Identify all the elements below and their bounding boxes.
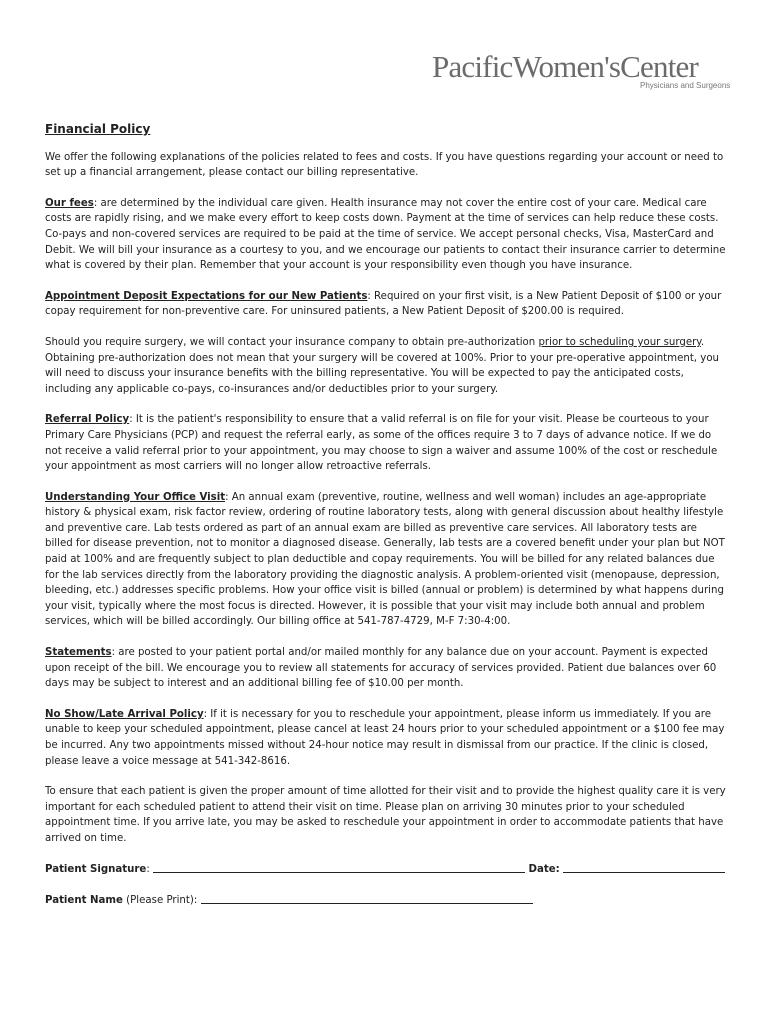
office-visit-text: : An annual exam (preventive, routine, wellness and well woman) includes an age-appropriate history & physical exam, risk factor review, ordering of routine laboratory tests, along with general discussion about healthy lifestyle and preventive care. Lab tests ordered as part of an annual exam are billed as preventive care services. All laboratory tests are billed for disease prevention, not to monitor a diagnosed disease. Generally, lab tests are a covered benefit under your plan but NOT paid at 100% and are frequently subject to plan deductible and copay requirements. You will be billed for any related balances due for the lab services directly from the laboratory providing the diagnostic analysis. A problem-oriented visit (menopause, depression, bleeding, etc.) addresses specific problems. How your office visit is billed (annual or problem) is determined by what happens during your visit, typically where the most focus is directed. However, it is possible that your visit may include both annual and problem services, which will be billed accordingly. Our billing office at 541-787-4729, M-F 7:30-4:00.: [45, 491, 725, 628]
closing-paragraph: To ensure that each patient is given the proper amount of time allotted for their visit and to provide the highest quality care it is very important for each scheduled patient to attend their visit on time. Please plan on arriving 30 minutes prior to your scheduled appointment time. If you arrive late, you may be asked to reschedule your appointment in order to accommodate patients that have arrived on time.: [45, 786, 726, 844]
no-show-section: [45, 707, 727, 769]
clinic-logo: [432, 49, 732, 90]
office-visit-section: [45, 490, 727, 630]
surgery-section: [45, 335, 727, 397]
signature-line[interactable]: [153, 862, 525, 873]
policy-document: [45, 122, 727, 909]
intro-paragraph: We offer the following explanations of the policies related to fees and costs. If you have questions regarding your account or need to set up a financial arrangement, please contact our billing representative.: [45, 151, 724, 179]
fees-section: [45, 196, 727, 274]
statements-text: : are posted to your patient portal and/or mailed monthly for any balance due on your account. Payment is expected upon receipt of the bill. We encourage you to review all statements for accuracy of services provided. Patient due balances over 60 days may be subject to interest and an additional billing fee of $10.00 per month.: [45, 647, 717, 690]
patient-name-hint: (Please Print):: [122, 895, 201, 907]
surgery-text-1: Should you require surgery, we will contact your insurance company to obtain pre-authorization: [45, 336, 539, 348]
logo-wordmark: PacificWomen'sCenter: [432, 49, 698, 84]
no-show-heading: No Show/Late Arrival Policy: [45, 708, 204, 720]
date-label: Date:: [525, 863, 564, 875]
referral-section: [45, 412, 727, 474]
signature-colon: :: [146, 863, 153, 875]
patient-name-row: [45, 893, 727, 909]
statements-section: [45, 645, 727, 692]
date-line[interactable]: [563, 862, 725, 873]
referral-heading: Referral Policy: [45, 414, 130, 426]
fees-text: : are determined by the individual care given. Health insurance may not cover the entire cost of your care. Medical care costs are rapidly rising, and we make every effort to keep costs down. Payment at the time of services can help reduce these costs. Co-pays and non-covered services are required to be paid at the time of service. We accept personal checks, Visa, MasterCard and Debit. We will bill your insurance as a courtesy to you, and we encourage our patients to contact their insurance carrier to determine what is covered by their plan. Remember that your account is your responsibility even though you have insurance.: [45, 197, 726, 272]
deposit-section: [45, 289, 727, 320]
statements-heading: Statements: [45, 647, 112, 659]
signature-row: [45, 862, 727, 878]
referral-text: : It is the patient's responsibility to ensure that a valid referral is on file for your visit. Please be courteous to your Primary Care Physicians (PCP) and request the referral early, as some of the offices require 3 to 7 days of advance notice. If we do not receive a valid referral prior to your appointment, you may choose to sign a waiver and assume 100% of the cost or reschedule your appointment as most carriers will no longer allow retroactive referrals.: [45, 414, 718, 473]
office-visit-heading: Understanding Your Office Visit: [45, 491, 226, 503]
page-title: Financial Policy: [45, 122, 151, 136]
fees-heading: Our fees: [45, 197, 94, 209]
no-show-text: : If it is necessary for you to reschedule your appointment, please inform us immediately. If you are unable to keep your scheduled appointment, please cancel at least 24 hours prior to your scheduled appointment or a $100 fee may be incurred. Any two appointments missed without 24-hour notice may result in dismissal from our practice. If the clinic is closed, please leave a voice message at 541-342-8616.: [45, 708, 725, 767]
patient-name-line[interactable]: [201, 893, 533, 904]
signature-label: Patient Signature: [45, 863, 147, 875]
logo-tagline: Physicians and Surgeons: [640, 81, 731, 90]
patient-name-label: Patient Name: [45, 895, 123, 907]
surgery-text-2: . Obtaining pre-authorization does not mean that your surgery will be covered at 100%. Prior to your pre-operative appointment, you will need to discuss your insurance benefits with the billing representative. You will be expected to pay the anticipated costs, including any applicable co-pays, co-insurances and/or deductibles prior to your surgery.: [45, 336, 720, 395]
deposit-heading: Appointment Deposit Expectations for our New Patients: [45, 290, 368, 302]
deposit-text: : Required on your first visit, is a New Patient Deposit of $100 or your copay requirement for non-preventive care. For uninsured patients, a New Patient Deposit of $200.00 is required.: [45, 290, 722, 318]
surgery-underlined-text: prior to scheduling your surgery: [538, 336, 701, 348]
